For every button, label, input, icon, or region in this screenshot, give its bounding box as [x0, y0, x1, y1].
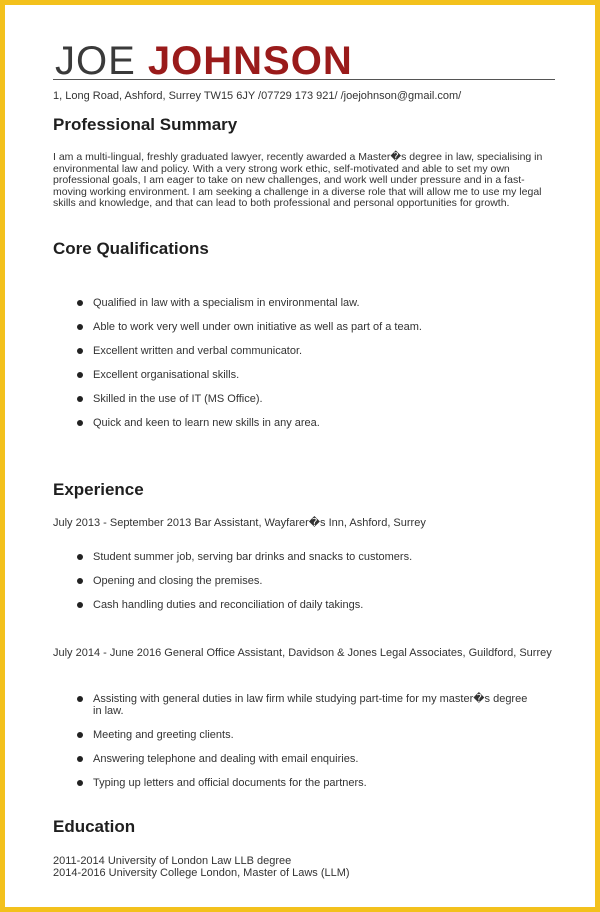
- list-item: Quick and keen to learn new skills in any area.: [75, 417, 545, 429]
- list-item: Student summer job, serving bar drinks and snacks to customers.: [75, 551, 545, 563]
- experience-heading: Experience: [53, 480, 144, 499]
- list-item: Excellent organisational skills.: [75, 369, 545, 381]
- education-list: [53, 855, 350, 879]
- list-item: Skilled in the use of IT (MS Office).: [75, 393, 545, 405]
- first-name: JOE: [55, 39, 136, 83]
- list-item: Opening and closing the premises.: [75, 575, 545, 587]
- applicant-name: [55, 37, 353, 85]
- education-heading: Education: [53, 817, 136, 836]
- list-item: 2011-2014 University of London Law LLB degree: [53, 855, 292, 867]
- list-item: Cash handling duties and reconciliation of daily takings.: [75, 599, 545, 611]
- resume-page: [5, 5, 595, 907]
- last-name: JOHNSON: [147, 39, 353, 83]
- contact-details: 1, Long Road, Ashford, Surrey TW15 6JY /07729 173 921/ /joejohnson@gmail.com/: [53, 90, 462, 102]
- list-item: Able to work very well under own initiative as well as part of a team.: [75, 321, 545, 333]
- list-item: Excellent written and verbal communicator.: [75, 345, 545, 357]
- list-item: Answering telephone and dealing with email enquiries.: [75, 753, 535, 765]
- list-item: Qualified in law with a specialism in environmental law.: [75, 297, 545, 309]
- list-item: Assisting with general duties in law firm while studying part-time for my master�s degree in law.: [75, 693, 535, 717]
- summary-heading: Professional Summary: [53, 115, 238, 134]
- qualifications-list: [75, 297, 545, 441]
- job-title: July 2013 - September 2013 Bar Assistant, Wayfarer�s Inn, Ashford, Surrey: [53, 517, 426, 529]
- job-title: July 2014 - June 2016 General Office Assistant, Davidson & Jones Legal Associates, Guildford, Surrey: [53, 647, 552, 659]
- job-duties-list: [75, 551, 545, 623]
- list-item: Typing up letters and official documents for the partners.: [75, 777, 535, 789]
- qualifications-heading: Core Qualifications: [53, 239, 209, 258]
- summary-text: I am a multi-lingual, freshly graduated lawyer, recently awarded a Master�s degree in law, specialising in environmental law and policy. With a very strong work ethic, self-motivated and able to set my own professional goals, I am eager to take on new challenges, and work well under pressure and in a fast-moving working environment. I am seeking a challenge in a diverse role that will allow me to use my legal skills and knowledge, and that can lead to both professional and personal opportunities for growth.: [53, 151, 543, 209]
- header-divider: [53, 79, 555, 80]
- job-duties-list: [75, 693, 535, 801]
- list-item: 2014-2016 University College London, Master of Laws (LLM): [53, 867, 350, 879]
- list-item: Meeting and greeting clients.: [75, 729, 535, 741]
